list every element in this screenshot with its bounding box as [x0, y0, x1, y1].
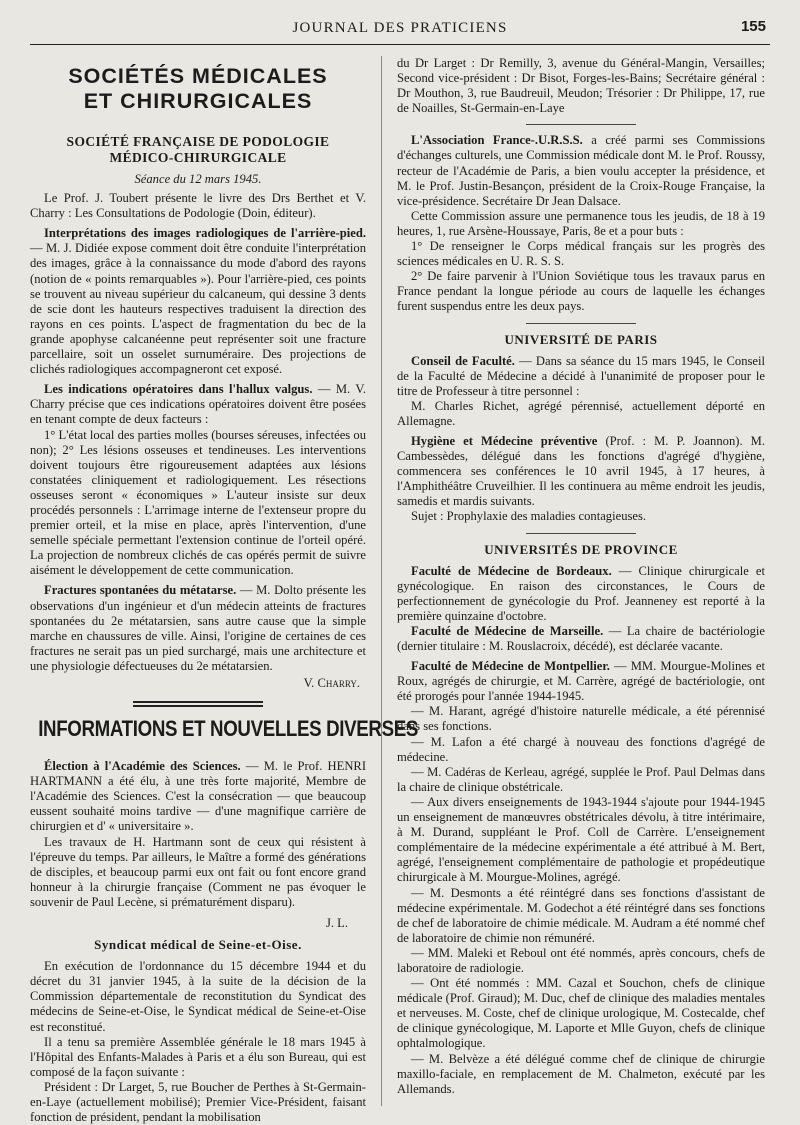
paragraph: Interprétations des images radiologiques de l'arrière-pied. — M. J. Didiée expose comment doit être conduite l'interprétation des images, grâce à la connaissance du mode d'abord des rayons (notion de « points remarquables »). Pour l'arrière-pied, ces points se trouvent au niveau supérieur du calcaneum, qui dessine 3 dents de scie dont les hauteurs respectives traduisent la direction des rayons en ces points. L'aspect de fragmentation du bec de la grande apophyse calcanéenne peut représenter soit une fracture parcellaire, soit un osselet surnuméraire. Des projections de clichés radiologiques accompagneront cet exposé.	[30, 226, 366, 377]
paragraph: — M. Harant, agrégé d'histoire naturelle médicale, a été pérennisé dans ses fonctions.	[397, 704, 765, 734]
article-run-title: Interprétations des images radiologiques de l'arrière-pied.	[44, 226, 366, 241]
paragraph: Faculté de Médecine de Montpellier. — MM. Mourgue-Molines et Roux, agrégés de chirurgie, et M. Carrère, agrégé de bactériologie, ont été prorogés pour l'année 1944-1945.	[397, 659, 766, 704]
informations-title: INFORMATIONS ET NOUVELLES DIVERSES	[38, 716, 418, 742]
paragraph: — Aux divers enseignements de 1943-1944 s'ajoute pour 1944-1945 un enseignement de manœuvres obstétricales dévolu, à titre intérimaire, à M. Durand, suppléant le Prof. Coll de Carrère. L'enseignement complémentaire de la médecine expérimentale a été attribué à M. Bert, agrégé, l'enseignement complémentaire de pathologie et propédeutique chirurgicale à M. Mourgue-Molines, agrégé.	[397, 794, 765, 885]
paragraph: Hygiène et Médecine préventive (Prof. : M. P. Joannon). M. Cambessèdes, délégué dans les fonctions d'agrégé d'hygiène, commencera ses conférences le 10 avril 1945, à 17 heures, à l'Amphithéâtre Cruveilhier. Il les continuera au même endroit les jeudis, samedis et mardis suivants.	[397, 433, 765, 509]
article-run-title: Faculté de Médecine de Montpellier.	[411, 659, 610, 674]
paragraph: Faculté de Médecine de Bordeaux. — Clinique chirurgicale et gynécologique. En raison des circonstances, le Cours de perfectionnement de gynécologie du Prof. Jeanneney est reporté à la première quinzaine d'octobre.	[397, 563, 765, 623]
paragraph: — Ont été nommés : MM. Cazal et Souchon, chefs de clinique médicale (Prof. Giraud); M. Duc, chef de clinique des maladies mentales et nerveuses. M. Coste, chef de clinique urologique, M. Costecalde, chef de clinique gynécologique, M. Laporte et Mlle Guyon, chefs de clinique ophtalmologique.	[397, 976, 765, 1051]
paragraph: Il a tenu sa première Assemblée générale le 18 mars 1945 à l'Hôpital des Enfants-Malades à Paris et a élu son Bureau, qui est composé de la façon suivante :	[30, 1034, 366, 1079]
article-run-title: Conseil de Faculté.	[411, 353, 515, 368]
paragraph: — M. Lafon a été chargé à nouveau des fonctions d'agrégé de médecine.	[397, 734, 765, 764]
signature: V. Charry.	[303, 676, 360, 690]
divider	[526, 323, 636, 324]
article-run-title: Hygiène et Médecine préventive	[411, 433, 598, 448]
column-divider	[381, 56, 382, 1106]
main-section-title: SOCIÉTÉS MÉDICALES ET CHIRURGICALES	[68, 64, 328, 113]
paragraph: — M. Belvèze a été délégué comme chef de clinique de chirurgie maxillo-faciale, en remplacement de M. Chalmeton, exécuté par les Allemands.	[397, 1051, 765, 1096]
paragraph: Élection à l'Académie des Sciences. — M. le Prof. HENRI HARTMANN a été élu, à une très forte majorité, Membre de l'Académie des Sciences. C'est la consécration — que beaucoup eussent souhaité moins tardive — d'une magnifique carrière de chirurgien et d' « universitaire ».	[30, 759, 367, 834]
right-column	[397, 56, 765, 1106]
paragraph: Sujet : Prophylaxie des maladies contagieuses.	[411, 509, 647, 524]
page-number: 155	[740, 18, 766, 35]
article-run-title: Faculté de Médecine de Marseille.	[411, 623, 604, 638]
divider	[526, 124, 636, 125]
paragraph: Fractures spontanées du métatarse. — M. Dolto présente les observations d'un ingénieur et d'un médecin atteints de fractures spontanées du 2e métatarsien, sans autre cause que la simple marche en chaussures de ville. Ainsi, l'origine de certaines de ces fractures ne serait pas un pied surchargé, mais une architecture et une physiologie défectueuses du 2e métatarsien.	[30, 583, 366, 673]
paragraph: Les travaux de H. Hartmann sont de ceux qui résistent à l'épreuve du temps. Par ailleurs, le Maître a formé des générations de disciples, et beaucoup parmi eux ont fait ou font encore grand honneur à la chirurgie française (Comment ne pas évoquer le souvenir de Paul Lecène, si prématurément disparu).	[30, 834, 366, 909]
journal-title: JOURNAL DES PRATICIENS	[292, 20, 508, 36]
article-run-title: L'Association France-.U.R.S.S.	[411, 133, 583, 148]
paragraph: Cette Commission assure une permanence tous les jeudis, de 18 à 19 heures, 1, rue Arsène-Houssaye, Paris, 8e et a pour buts :	[397, 208, 765, 238]
paragraph: Conseil de Faculté. — Dans sa séance du 15 mars 1945, le Conseil de la Faculté de Médecine a décidé à l'unanimité de proposer pour le titre de Professeur à titre personnel :	[397, 353, 766, 398]
session-date: Séance du 12 mars 1945.	[134, 172, 262, 186]
paragraph: 2° De faire parvenir à l'Union Soviétique tous les travaux parus en France pendant la longue période au cours de laquelle les échanges furent suspendus entre les deux pays.	[397, 269, 765, 314]
article-run-title: Fractures spontanées du métatarse.	[44, 583, 237, 598]
article-run-title: Élection à l'Académie des Sciences.	[44, 759, 241, 774]
university-paris-title: UNIVERSITÉ DE PARIS	[504, 331, 658, 347]
paragraph: — M. Cadéras de Kerleau, agrégé, supplée le Prof. Paul Delmas dans la chaire de clinique obstétricale.	[397, 764, 765, 794]
divider	[526, 533, 636, 534]
page-header	[30, 14, 770, 45]
universities-province-title: UNIVERSITÉS DE PROVINCE	[484, 541, 678, 557]
syndicat-title: Syndicat médical de Seine-et-Oise.	[94, 937, 302, 953]
paragraph: — M. Desmonts a été réintégré dans ses fonctions d'assistant de médecine expérimentale. M. Godechot a été réintégré dans ses fonctions de chef de laboratoire de chimie médicale. M. Audram a été nommé chef de laboratoire de chimie non rémunéré.	[397, 885, 765, 945]
paragraph: Le Prof. J. Toubert présente le livre des Drs Berthet et V. Charry : Les Consultations de Podologie (Doin, éditeur).	[30, 191, 366, 221]
left-column	[30, 56, 418, 1125]
section-divider	[133, 701, 263, 707]
paragraph: L'Association France-.U.R.S.S. a créé parmi ses Commissions d'échanges culturels, une Commission médicale dont M. le Prof. Roussy, recteur de l'Académie de Paris, a bien voulu accepter la présidence, et M. le Prof. Justin-Besançon, président de la Croix-Rouge Française, la vice-présidence. Secrétaire Dr Jean Dalsace.	[397, 133, 765, 208]
paragraph: M. Charles Richet, agrégé pérennisé, actuellement déporté en Allemagne.	[397, 398, 765, 428]
paragraph: Président : Dr Larget, 5, rue Boucher de Perthes à St-Germain-en-Laye (actuellement mobilisé); Premier Vice-Président, faisant fonction de président, pendant la mobilisation	[30, 1079, 366, 1125]
paragraph: 1° De renseigner le Corps médical français sur les progrès des sciences médicales en U. R. S. S.	[397, 239, 765, 269]
paragraph: — MM. Maleki et Reboul ont été nommés, après concours, chefs de laboratoire de radiologie.	[397, 945, 765, 975]
signature: J. L.	[325, 916, 348, 931]
paragraph: Les indications opératoires dans l'hallux valgus. — M. V. Charry précise que ces indications opératoires doivent être posées en tenant compte de deux facteurs :	[30, 382, 366, 427]
paragraph: En exécution de l'ordonnance du 15 décembre 1944 et du décret du 31 janvier 1945, à la suite de la décision de la Commission départementale de reconstitution du Syndicat des médecins de Seine-et-Oise, le Syndicat médical de Seine-et-Oise est reconstitué.	[30, 959, 366, 1034]
article-run-title: Faculté de Médecine de Bordeaux.	[411, 563, 612, 578]
society-title: SOCIÉTÉ FRANÇAISE DE PODOLOGIE MÉDICO-CHIRURGICALE	[66, 134, 330, 165]
paragraph: 1° L'état local des parties molles (bourses séreuses, infectées ou non); 2° Les lésions osseuses et tendineuses. Les interventions doivent toujours être rigoureusement adaptées aux lésions constatées cliniquement et radiologiquement. Les résections osseuses seront « économiques » L'auteur insiste sur deux procédés personnels : L'arrimage interne de l'extenseur propre du premier orteil, et la mise en place, après l'intervention, d'une semelle spéciale permettant l'extension continue de l'orteil opéré. La projection de nombreux clichés de cas opérés permit de suivre aisément le développement de cette communication.	[30, 427, 366, 578]
paragraph: du Dr Larget : Dr Remilly, 3, avenue du Général-Mangin, Versailles; Second vice-président : Dr Bisot, Forges-les-Bains; Secrétaire général : Dr Mouthon, 3, rue Baudreuil, Meudon; Trésorier : Dr Philippe, 17, rue de Noailles, St-Germain-en-Laye	[397, 56, 765, 116]
article-run-title: Les indications opératoires dans l'hallux valgus.	[44, 382, 313, 397]
paragraph: Faculté de Médecine de Marseille. — La chaire de bactériologie (dernier titulaire : M. Rouslacroix, décédé), est déclarée vacante.	[397, 623, 766, 653]
